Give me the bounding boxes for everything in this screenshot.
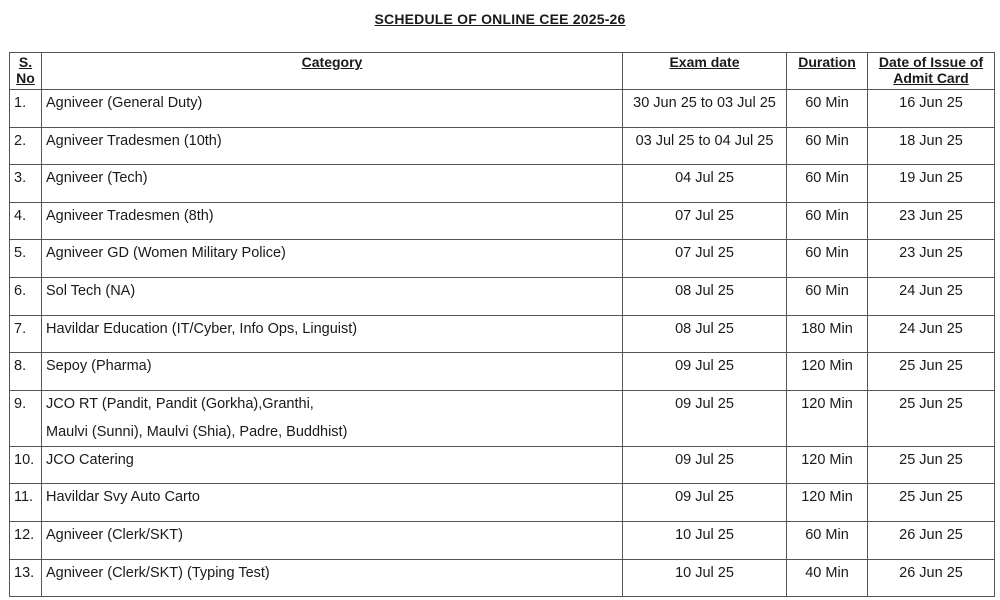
cell-sno	[10, 127, 42, 165]
cell-admit-date-text: 19 Jun 25	[899, 170, 963, 187]
cell-duration	[787, 165, 868, 203]
cell-duration	[787, 390, 868, 446]
cell-admit-date-text: 18 Jun 25	[899, 132, 963, 149]
cell-duration-text: 120 Min	[801, 395, 853, 412]
cell-admit-date	[868, 446, 995, 484]
cell-category-text: Sepoy (Pharma)	[46, 358, 152, 375]
cell-duration-text: 120 Min	[801, 358, 853, 375]
cell-sno	[10, 315, 42, 353]
table-body	[10, 90, 995, 597]
header-sno-line2: No	[16, 70, 35, 86]
cell-sno-text: 13.	[14, 564, 35, 581]
cell-category-text: Agniveer Tradesmen (10th)	[46, 132, 222, 149]
cell-admit-date	[868, 521, 995, 559]
cell-exam-date-text: 09 Jul 25	[675, 451, 734, 468]
cell-duration	[787, 202, 868, 240]
cell-duration-text: 40 Min	[805, 564, 849, 581]
cell-category-text: Agniveer GD (Women Military Police)	[46, 245, 286, 262]
table-header-row	[10, 53, 995, 90]
cell-sno	[10, 277, 42, 315]
cell-category-text: JCO RT (Pandit, Pandit (Gorkha),Granthi,	[46, 395, 314, 412]
table-row	[10, 127, 995, 165]
cell-exam-date	[623, 559, 787, 597]
header-admit-line2: Admit Card	[893, 70, 969, 86]
cell-exam-date-text: 03 Jul 25 to 04 Jul 25	[635, 132, 774, 149]
table-row	[10, 240, 995, 278]
cell-duration-text: 60 Min	[805, 282, 849, 299]
cell-duration-text: 60 Min	[805, 245, 849, 262]
cell-admit-date	[868, 240, 995, 278]
cell-exam-date-text: 09 Jul 25	[675, 395, 734, 412]
cell-admit-date-text: 25 Jun 25	[899, 395, 963, 412]
cell-exam-date	[623, 315, 787, 353]
table-row	[10, 90, 995, 128]
cell-admit-date	[868, 277, 995, 315]
cell-sno	[10, 165, 42, 203]
cell-category	[42, 484, 623, 522]
cell-admit-date-text: 23 Jun 25	[899, 245, 963, 262]
cell-duration-text: 180 Min	[801, 320, 853, 337]
cell-sno	[10, 446, 42, 484]
table-row	[10, 277, 995, 315]
cell-duration-text: 60 Min	[805, 132, 849, 149]
cell-sno	[10, 90, 42, 128]
cell-exam-date	[623, 127, 787, 165]
cell-duration	[787, 90, 868, 128]
cell-sno-text: 1.	[14, 95, 27, 111]
cell-category	[42, 353, 623, 391]
cell-duration	[787, 240, 868, 278]
cell-category	[42, 315, 623, 353]
header-admit-line1: Date of Issue of	[878, 54, 984, 70]
cell-exam-date-text: 10 Jul 25	[675, 564, 734, 581]
cell-sno	[10, 484, 42, 522]
cell-sno-text: 6.	[14, 282, 27, 299]
cell-sno-text: 5.	[14, 245, 27, 262]
cell-admit-date	[868, 484, 995, 522]
cell-admit-date	[868, 165, 995, 203]
cell-category-text-line2: Maulvi (Sunni), Maulvi (Shia), Padre, Buddhist)	[46, 423, 348, 440]
cell-category-text: Agniveer (Clerk/SKT)	[46, 526, 183, 543]
cell-exam-date	[623, 446, 787, 484]
cell-exam-date-text: 30 Jun 25 to 03 Jul 25	[633, 95, 776, 111]
cell-duration	[787, 127, 868, 165]
cell-sno	[10, 521, 42, 559]
cell-sno-text: 3.	[14, 170, 27, 187]
cell-admit-date-text: 25 Jun 25	[899, 489, 963, 506]
cell-category	[42, 390, 623, 446]
cell-exam-date-text: 09 Jul 25	[675, 489, 734, 506]
cell-sno-text: 9.	[14, 395, 27, 412]
cell-category	[42, 90, 623, 128]
cell-category	[42, 240, 623, 278]
table-row	[10, 353, 995, 391]
cell-duration	[787, 315, 868, 353]
cell-category-text: Agniveer (General Duty)	[46, 95, 203, 111]
cell-admit-date	[868, 127, 995, 165]
cell-sno-text: 12.	[14, 526, 35, 543]
cell-admit-date-text: 25 Jun 25	[899, 451, 963, 468]
cell-admit-date-text: 25 Jun 25	[899, 358, 963, 375]
cell-category-text: Agniveer (Clerk/SKT) (Typing Test)	[46, 564, 270, 581]
cell-sno-text: 7.	[14, 320, 27, 337]
cell-exam-date	[623, 165, 787, 203]
table-row	[10, 202, 995, 240]
cell-duration-text: 120 Min	[801, 489, 853, 506]
header-exam-date: Exam date	[623, 53, 787, 90]
cell-category-text: Agniveer Tradesmen (8th)	[46, 207, 214, 224]
cell-duration	[787, 277, 868, 315]
cell-exam-date-text: 04 Jul 25	[675, 170, 734, 187]
cell-category	[42, 559, 623, 597]
header-sno-line1: S.	[18, 54, 33, 70]
header-category: Category	[42, 53, 623, 90]
cell-sno-text: 10.	[14, 451, 35, 468]
cell-category	[42, 521, 623, 559]
cell-exam-date	[623, 390, 787, 446]
cell-exam-date	[623, 353, 787, 391]
cell-exam-date	[623, 90, 787, 128]
header-sno	[10, 53, 42, 90]
cell-admit-date-text: 16 Jun 25	[899, 95, 963, 111]
cell-admit-date	[868, 353, 995, 391]
cell-sno	[10, 390, 42, 446]
cell-duration	[787, 559, 868, 597]
header-duration: Duration	[787, 53, 868, 90]
cell-exam-date-text: 09 Jul 25	[675, 358, 734, 375]
cell-admit-date	[868, 202, 995, 240]
cell-admit-date-text: 26 Jun 25	[899, 564, 963, 581]
cell-exam-date-text: 10 Jul 25	[675, 526, 734, 543]
table-row	[10, 390, 995, 446]
cell-category	[42, 165, 623, 203]
cell-category-text: Sol Tech (NA)	[46, 282, 136, 299]
cell-exam-date	[623, 521, 787, 559]
cell-exam-date-text: 07 Jul 25	[675, 245, 734, 262]
cell-sno	[10, 240, 42, 278]
cell-category	[42, 446, 623, 484]
cell-duration-text: 60 Min	[805, 95, 849, 111]
cell-sno-text: 4.	[14, 207, 27, 224]
cell-admit-date	[868, 390, 995, 446]
cell-category	[42, 202, 623, 240]
table-row	[10, 315, 995, 353]
cell-duration-text: 120 Min	[801, 451, 853, 468]
cell-exam-date	[623, 277, 787, 315]
cell-exam-date-text: 08 Jul 25	[675, 282, 734, 299]
cell-sno-text: 8.	[14, 358, 27, 375]
cell-exam-date-text: 07 Jul 25	[675, 207, 734, 224]
schedule-table	[9, 52, 995, 597]
cell-category	[42, 127, 623, 165]
cell-exam-date	[623, 484, 787, 522]
cell-duration-text: 60 Min	[805, 170, 849, 187]
cell-admit-date-text: 26 Jun 25	[899, 526, 963, 543]
cell-duration	[787, 446, 868, 484]
cell-exam-date	[623, 240, 787, 278]
cell-category-text: JCO Catering	[46, 451, 134, 468]
cell-sno	[10, 202, 42, 240]
cell-category-text: Havildar Education (IT/Cyber, Info Ops, Linguist)	[46, 320, 358, 337]
header-admit-card	[868, 53, 995, 90]
cell-duration-text: 60 Min	[805, 526, 849, 543]
cell-sno	[10, 559, 42, 597]
cell-category	[42, 277, 623, 315]
cell-category-text: Agniveer (Tech)	[46, 170, 148, 187]
cell-admit-date-text: 24 Jun 25	[899, 320, 963, 337]
cell-sno	[10, 353, 42, 391]
cell-duration	[787, 484, 868, 522]
cell-duration-text: 60 Min	[805, 207, 849, 224]
cell-admit-date-text: 23 Jun 25	[899, 207, 963, 224]
cell-admit-date	[868, 315, 995, 353]
table-row	[10, 521, 995, 559]
cell-sno-text: 11.	[14, 489, 34, 506]
cell-admit-date-text: 24 Jun 25	[899, 282, 963, 299]
table-row	[10, 446, 995, 484]
cell-duration	[787, 521, 868, 559]
cell-exam-date	[623, 202, 787, 240]
document-title: SCHEDULE OF ONLINE CEE 2025-26	[374, 11, 626, 27]
cell-exam-date-text: 08 Jul 25	[675, 320, 734, 337]
cell-category-text: Havildar Svy Auto Carto	[46, 489, 200, 506]
cell-admit-date	[868, 559, 995, 597]
cell-sno-text: 2.	[14, 132, 27, 149]
table-row	[10, 165, 995, 203]
table-row	[10, 559, 995, 597]
cell-admit-date	[868, 90, 995, 128]
cell-duration	[787, 353, 868, 391]
table-row	[10, 484, 995, 522]
